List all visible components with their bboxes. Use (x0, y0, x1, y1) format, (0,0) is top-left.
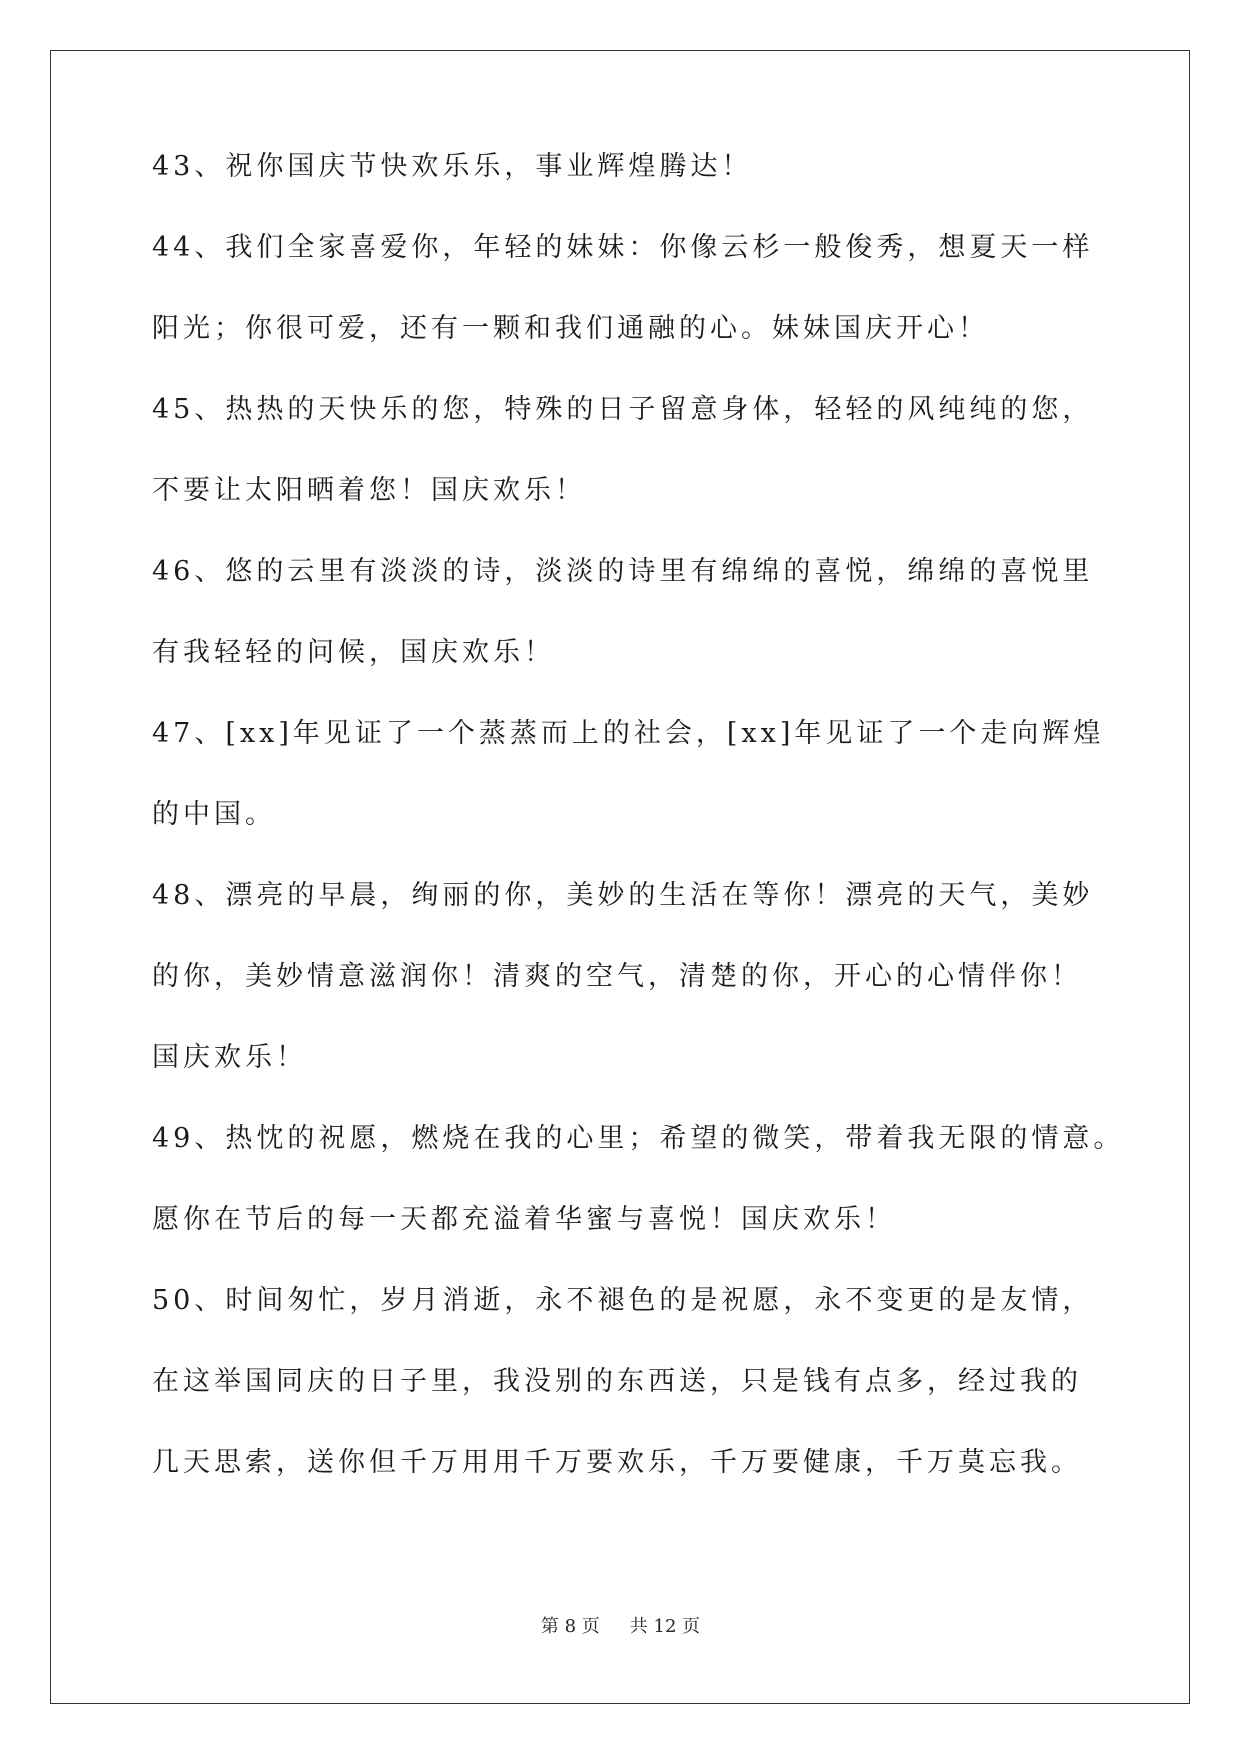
page-footer (0, 1612, 1241, 1638)
text-line: 阳光；你很可爱，还有一颗和我们通融的心。妹妹国庆开心！ (152, 313, 989, 344)
text-line: 46、悠的云里有淡淡的诗，淡淡的诗里有绵绵的喜悦，绵绵的喜悦里 (152, 556, 1094, 587)
text-line: 43、祝你国庆节快欢乐乐，事业辉煌腾达！ (152, 151, 753, 182)
text-line: 48、漂亮的早晨，绚丽的你，美妙的生活在等你！漂亮的天气，美妙 (152, 880, 1094, 911)
text-line: 愿你在节后的每一天都充溢着华蜜与喜悦！国庆欢乐！ (152, 1204, 896, 1235)
text-line: 几天思索，送你但千万用用千万要欢乐，千万要健康，千万莫忘我。 (152, 1447, 1082, 1478)
document-body (152, 151, 1132, 1503)
text-line: 在这举国同庆的日子里，我没别的东西送，只是钱有点多，经过我的 (152, 1366, 1082, 1397)
text-line: 有我轻轻的问候，国庆欢乐！ (152, 637, 555, 668)
page-number: 第 8 页 (540, 1616, 600, 1637)
page-total: 共 12 页 (629, 1616, 701, 1637)
text-line: 44、我们全家喜爱你，年轻的妹妹：你像云杉一般俊秀，想夏天一样 (152, 232, 1094, 263)
text-line: 不要让太阳晒着您！国庆欢乐！ (152, 475, 586, 506)
text-line: 45、热热的天快乐的您，特殊的日子留意身体，轻轻的风纯纯的您， (152, 394, 1094, 425)
text-line: 国庆欢乐！ (152, 1042, 307, 1073)
text-line: 的中国。 (152, 799, 276, 830)
text-line: 49、热忱的祝愿，燃烧在我的心里；希望的微笑，带着我无限的情意。 (152, 1123, 1125, 1154)
text-line: 50、时间匆忙，岁月消逝，永不褪色的是祝愿，永不变更的是友情， (152, 1285, 1094, 1316)
text-line: 的你，美妙情意滋润你！清爽的空气，清楚的你，开心的心情伴你！ (152, 961, 1082, 992)
text-line: 47、[xx]年见证了一个蒸蒸而上的社会，[xx]年见证了一个走向辉煌 (152, 718, 1105, 749)
